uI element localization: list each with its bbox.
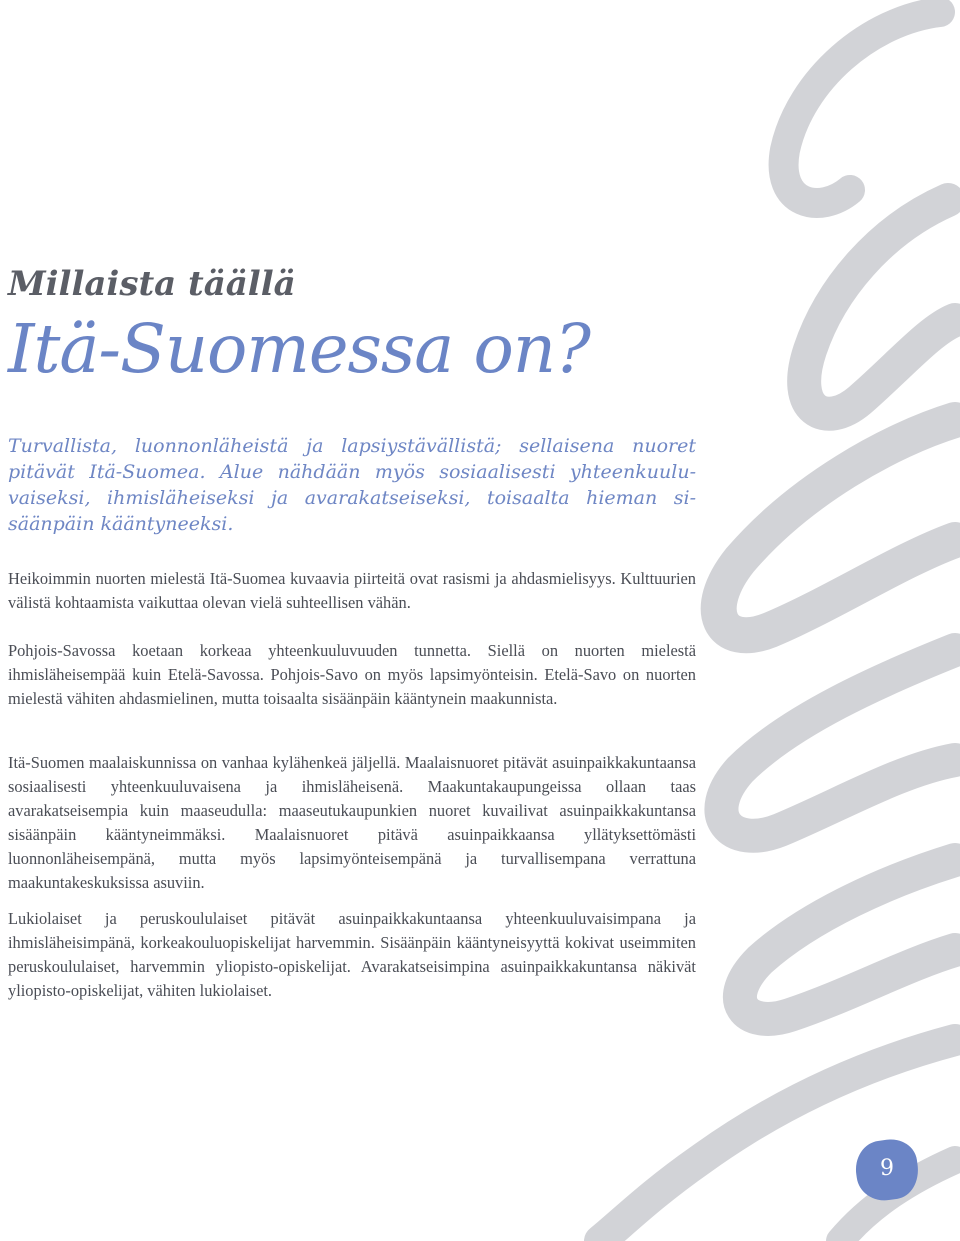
heading-line-2: Itä-Suomessa on? bbox=[8, 310, 590, 388]
paragraph-3: Itä-Suomen maalaiskunnissa on vanhaa kylähenkeä jäljellä. Maalaisnuoret pitävät asuinpaikkakuntaansa sosiaalisesti yhteenkuuluvaisena ja ihmisläheisenä. Maakuntakaupungeissa ollaan taas avarakatseisempia kuin maaseudulla: maaseutukaupunkien nuoret kuvailivat asuinpaikkakuntansa sisäänpäin kääntyneimmäksi. Maalaisnuoret pitävä asuinpaikkaansa yllätyksettömästi luonnonläheisempänä, mutta myös lapsimyönteisempänä ja turvallisempana verrattuna maakuntakeskuksissa asuviin. bbox=[8, 753, 696, 892]
page-number: 9 bbox=[880, 1156, 894, 1181]
heading-line-1: Millaista täällä bbox=[8, 264, 296, 304]
paragraph-2: Pohjois-Savossa koetaan korkeaa yhteenkuuluvuuden tunnetta. Siellä on nuorten mielestä ihmisläheisempää kuin Etelä-Savossa. Pohjois-Savo on myös lapsimyönteisin. Etelä-Savo on nuorten mielestä vähiten ahdasmielinen, mutta toisaalta sisäänpäin kääntynein maakunnista. bbox=[8, 641, 696, 708]
paragraph-1: Heikoimmin nuorten mielestä Itä-Suomea kuvaavia piirteitä ovat rasismi ja ahdasmielisyys. Kulttuurien välistä kohtaamista vaikuttaa olevan vielä suhteellisen vähän. bbox=[8, 569, 696, 612]
paragraph-4: Lukiolaiset ja peruskoululaiset pitävät asuinpaikkakuntaansa yhteenkuuluvaisimpana ja ihmisläheisimpänä, korkeakouluopiskelijat harvemmin. Sisäänpäin kääntyneisyyttä kokivat useimmiten peruskoululaiset, harvemmin yliopisto-opiskelijat. Avarakatseisimpina asuinpaikkakuntansa näkivät yliopisto-opiskelijat, vähiten lukiolaiset. bbox=[8, 909, 696, 1000]
lead-paragraph: Turvallista, luonnonläheistä ja lapsiystävällistä; sellaisena nuoret pitävät Itä-Suomea. Alue nähdään myös sosiaalisesti yhteenkuuluvaiseksi, ihmisläheiseksi ja avarakatseiseksi, toisaalta hieman sisäänpäin kääntyneeksi. bbox=[8, 435, 696, 535]
